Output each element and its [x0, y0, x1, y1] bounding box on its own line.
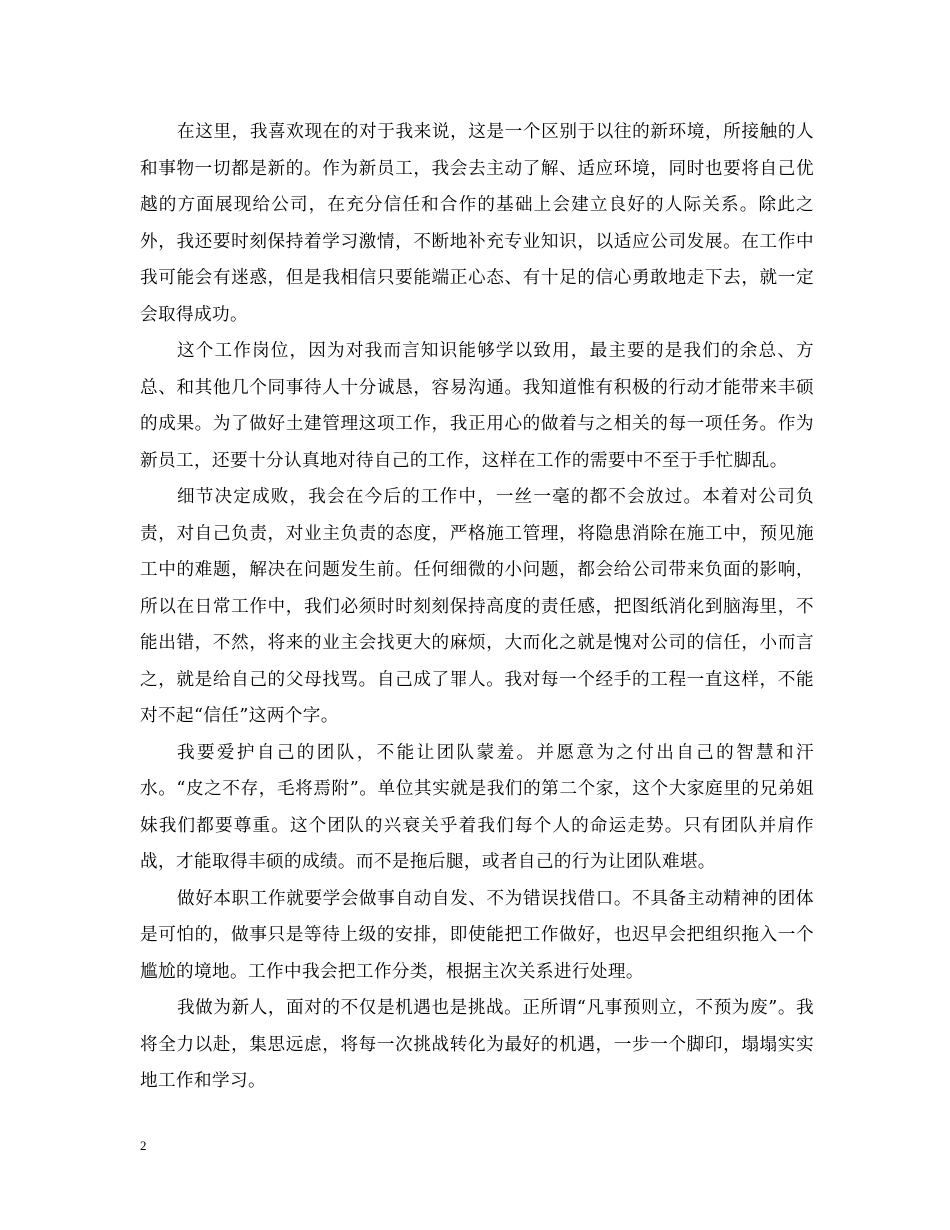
paragraph-1: 在这里，我喜欢现在的对于我来说，这是一个区别于以往的新环境，所接触的人和事物一切都是新的。作为新员工，我会去主动了解、适应环境，同时也要将自己优越的方面展现给公司，在充分信任和合作的基础上会建立良好的人际关系。除此之外，我还要时刻保持着学习激情，不断地补充专业知识，以适应公司发展。在工作中我可能会有迷惑，但是我相信只要能端正心态、有十足的信心勇敢地走下去，就一定会取得成功。 [140, 122, 814, 325]
paragraph-4: 我要爱护自己的团队，不能让团队蒙羞。并愿意为之付出自己的智慧和汗水。“皮之不存，毛将焉附”。单位其实就是我们的第二个家，这个大家庭里的兄弟姐妹我们都要尊重。这个团队的兴衰关乎着我们每个人的命运走势。只有团队并肩作战，才能取得丰硕的成绩。而不是拖后腿，或者自己的行为让团队难堪。 [140, 742, 814, 872]
paragraph-6: 我做为新人，面对的不仅是机遇也是挑战。正所谓“凡事预则立，不预为废”。我将全力以赴，集思远虑，将每一次挑战转化为最好的机遇，一步一个脚印，塌塌实实地工作和学习。 [140, 998, 814, 1091]
paragraph-2: 这个工作岗位，因为对我而言知识能够学以致用，最主要的是我们的余总、方总、和其他几个同事待人十分诚恳，容易沟通。我知道惟有积极的行动才能带来丰硕的成果。为了做好土建管理这项工作，我正用心的做着与之相关的每一项任务。作为新员工，还要十分认真地对待自己的工作，这样在工作的需要中不至于手忙脚乱。 [140, 341, 814, 471]
document-body [140, 114, 814, 1100]
paragraph-3: 细节决定成败，我会在今后的工作中，一丝一毫的都不会放过。本着对公司负责，对自己负责，对业主负责的态度，严格施工管理，将隐患消除在施工中，预见施工中的难题，解决在问题发生前。任何细微的小问题，都会给公司带来负面的影响，所以在日常工作中，我们必须时时刻刻保持高度的责任感，把图纸消化到脑海里，不能出错，不然，将来的业主会找更大的麻烦，大而化之就是愧对公司的信任，小而言之，就是给自己的父母找骂。自己成了罪人。我对每一个经手的工程一直这样，不能对不起“信任”这两个字。 [140, 487, 814, 726]
page-number: 2 [140, 1138, 147, 1153]
paragraph-5: 做好本职工作就要学会做事自动自发、不为错误找借口。不具备主动精神的团体是可怕的，做事只是等待上级的安排，即使能把工作做好，也迟早会把组织拖入一个尴尬的境地。工作中我会把工作分类，根据主次关系进行处理。 [140, 888, 814, 982]
